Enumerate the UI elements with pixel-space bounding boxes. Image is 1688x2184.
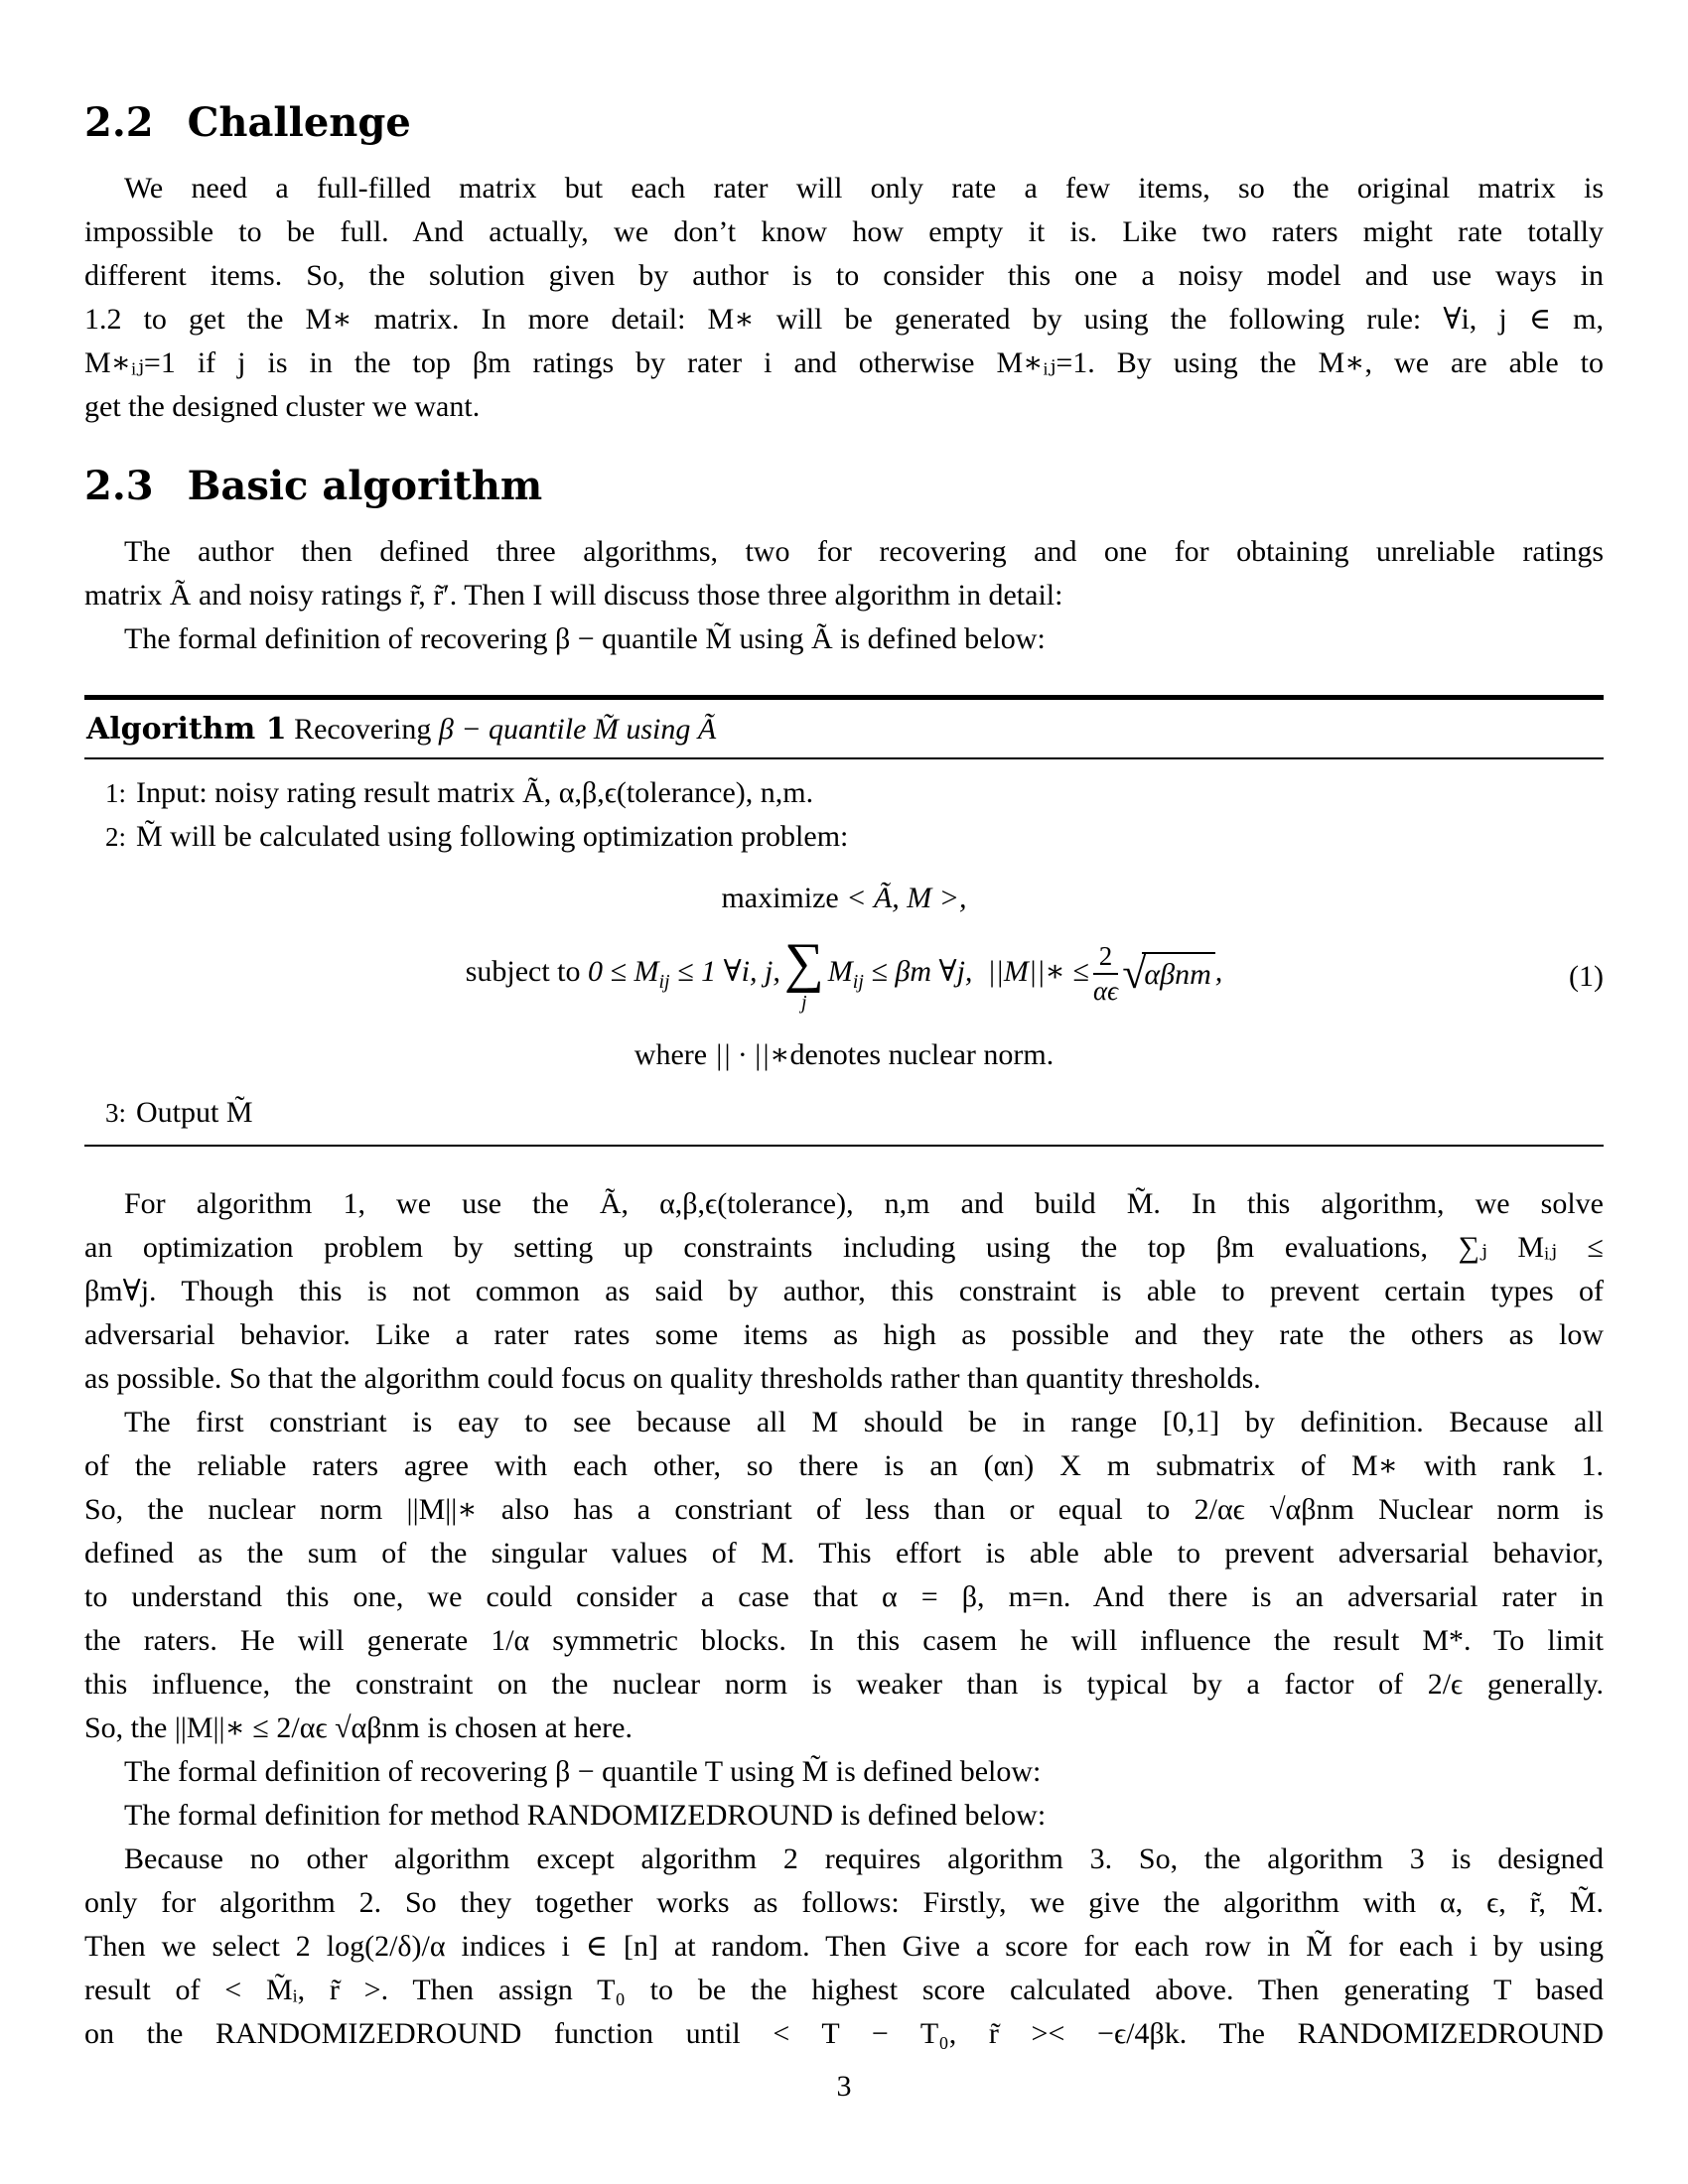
paragraph-challenge	[84, 167, 1604, 429]
text-line: only for algorithm 2. So they together works as follows: Firstly, we give the algorithm with α, ϵ, r̃, M̃.	[84, 1886, 1604, 1919]
algorithm-caption-label: Algorithm 1	[86, 712, 287, 747]
algorithm-caption	[84, 700, 1604, 759]
text-line: matrix Ã and noisy ratings r̃, r̃′. Then I will discuss those three algorithm in detail:	[84, 579, 1063, 612]
text-line: Because no other algorithm except algorithm 2 requires algorithm 3. So, the algorithm 3 is designed	[124, 1843, 1604, 1875]
algorithm-step-1	[84, 771, 1604, 815]
equation-math: ,	[1214, 955, 1223, 988]
text-line: adversarial behavior. Like a rater rates some items as high as possible and they rate the others as low	[84, 1318, 1604, 1351]
step-number: 1:	[104, 778, 126, 808]
text-line: The formal definition of recovering β − quantile M̃ using Ã is defined below:	[124, 622, 1046, 655]
step-number: 3:	[104, 1098, 126, 1128]
paragraph-basic-algorithm	[84, 530, 1604, 617]
step-text: Input: noisy rating result matrix Ã, α,β,ϵ(tolerance), n,m.	[136, 776, 814, 809]
equation-math: M	[827, 955, 853, 988]
paragraph-formal-definition-t	[84, 1750, 1604, 1794]
text-line: The formal definition of recovering β − quantile T using M̃ is defined below:	[124, 1755, 1042, 1788]
paragraph-because-no-other	[84, 1838, 1604, 2056]
text-line: the raters. He will generate 1/α symmetric blocks. In this casem he will influence the result M*. To limit	[84, 1624, 1604, 1657]
algorithm-step-2	[84, 815, 1604, 859]
text-line: impossible to be full. And actually, we don’t know how empty it is. Like two raters might rate totally	[84, 215, 1604, 248]
sum-symbol: ∑ j	[783, 932, 824, 1015]
section-heading-2-3	[84, 463, 1604, 510]
section-number: 2.2	[84, 99, 154, 146]
text-line: get the designed cluster we want.	[84, 390, 481, 423]
equation-1	[84, 877, 1604, 1077]
paragraph-formal-definition-m	[84, 617, 1604, 661]
equation-subject-line	[84, 920, 1604, 1033]
paragraph-for-algorithm-1	[84, 1182, 1604, 1401]
algorithm-caption-text: Recovering	[294, 713, 432, 746]
equation-number: (1)	[1569, 960, 1604, 993]
text-line: of the reliable raters agree with each other, so there is an (αn) X m submatrix of M∗ with rank 1.	[84, 1449, 1604, 1482]
text-line: defined as the sum of the singular values of M. This effort is able able to prevent adversarial behavior,	[84, 1537, 1604, 1570]
text-line: as possible. So that the algorithm could focus on quality thresholds rather than quantity thresholds.	[84, 1362, 1261, 1395]
equation-math: 0 ≤ M	[588, 955, 659, 988]
algorithm-caption-italic: β − quantile	[438, 713, 587, 746]
equation-subscript: ij	[658, 971, 670, 993]
square-root: √ αβnm	[1122, 952, 1215, 996]
equation-where-line	[84, 1033, 1604, 1077]
paragraph-first-constraint	[84, 1401, 1604, 1750]
equation-math: || · ||∗	[714, 1038, 790, 1071]
text-line: For algorithm 1, we use the Ã, α,β,ϵ(tolerance), n,m and build M̃. In this algorithm, we solve	[124, 1187, 1604, 1220]
step-number: 2:	[104, 822, 126, 852]
text-line: The author then defined three algorithms, two for recovering and one for obtaining unreliable ratings	[124, 535, 1604, 568]
text-line: this influence, the constraint on the nuclear norm is weaker than is typical by a factor of 2/ϵ generally.	[84, 1668, 1604, 1701]
section-heading-2-2	[84, 99, 1604, 147]
section-title: Challenge	[187, 99, 411, 146]
text-line: Then we select 2 log(2/δ)/α indices i ∈ [n] at random. Then Give a score for each row in M̃ for each i by using	[84, 1930, 1604, 1963]
text-line: The formal definition for method RANDOMIZEDROUND is defined below:	[124, 1799, 1047, 1832]
equation-math: ≤ βm ∀j,	[871, 955, 973, 988]
algorithm-caption-tail: M̃ using Ã	[593, 713, 717, 746]
text-line: So, the nuclear norm ||M||∗ also has a constriant of less than or equal to 2/αϵ √αβnm Nuclear norm is	[84, 1493, 1604, 1526]
paragraph-formal-definition-randomizedround	[84, 1794, 1604, 1838]
equation-subscript: ij	[852, 971, 864, 993]
step-text: M̃ will be calculated using following optimization problem:	[136, 820, 849, 853]
equation-math: ||M||∗ ≤	[987, 955, 1089, 988]
text-line: different items. So, the solution given by author is to consider this one a noisy model and use ways in	[84, 259, 1604, 292]
page-number: 3	[836, 2070, 852, 2103]
algorithm-body	[84, 759, 1604, 1145]
equation-label: maximize	[721, 882, 839, 914]
section-title: Basic algorithm	[187, 463, 543, 509]
algorithm-step-3	[84, 1091, 1604, 1135]
algorithm-box	[84, 695, 1604, 1147]
text-line: 1.2 to get the M∗ matrix. In more detail: M∗ will be generated by using the following rule: ∀i, j ∈ m,	[84, 303, 1604, 336]
text-line: M∗ᵢⱼ=1 if j is in the top βm ratings by rater i and otherwise M∗ᵢⱼ=1. By using the M∗, we are able to	[84, 346, 1604, 379]
fraction: $\frac{2}{\alpha\epsilon}$	[1092, 941, 1119, 1007]
equation-label: subject to	[465, 955, 581, 988]
text-line: We need a full-filled matrix but each rater will only rate a few items, so the original matrix is	[124, 172, 1604, 205]
text-line: an optimization problem by setting up constraints including using the top βm evaluations, ∑ⱼ Mᵢⱼ ≤	[84, 1231, 1604, 1264]
text-line: on the RANDOMIZEDROUND function until < T − T₀, r̃ >< −ϵ/4βk. The RANDOMIZEDROUND	[84, 2017, 1604, 2050]
section-number: 2.3	[84, 463, 154, 509]
equation-text: denotes nuclear norm.	[789, 1038, 1055, 1071]
equation-maximize-line	[84, 877, 1604, 920]
text-line: result of < M̃ᵢ, r̃ >. Then assign T₀ to be the highest score calculated above. Then generating T based	[84, 1974, 1604, 2006]
text-line: βm∀j. Though this is not common as said by author, this constraint is able to prevent certain types of	[84, 1275, 1604, 1307]
equation-label: where	[633, 1038, 708, 1071]
step-text: Output M̃	[136, 1096, 253, 1129]
equation-math: ≤ 1 ∀i, j,	[677, 955, 780, 988]
text-line: to understand this one, we could consider a case that α = β, m=n. And there is an adversarial rater in	[84, 1580, 1604, 1613]
equation-math: < Ã, M >,	[846, 882, 967, 914]
text-line: The first constriant is eay to see because all M should be in range [0,1] by definition. Because all	[124, 1406, 1604, 1438]
text-line: So, the ||M||∗ ≤ 2/αϵ √αβnm is chosen at here.	[84, 1711, 633, 1744]
